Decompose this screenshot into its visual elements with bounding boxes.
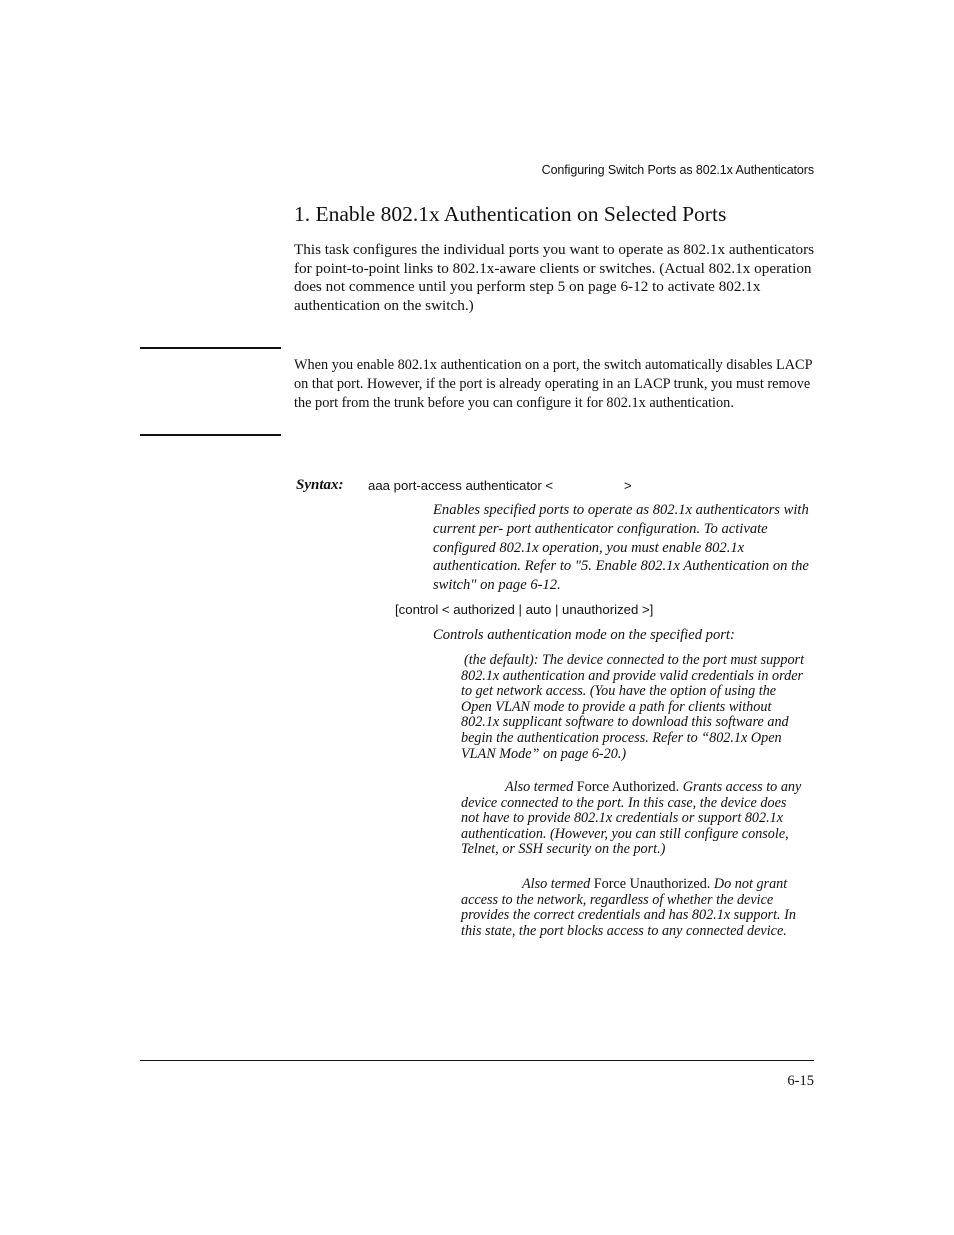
unauthorized-prefix: Also termed [522,876,591,892]
unauthorized-term: Force Unauthorized. [593,876,711,892]
control-description: Controls authentication mode on the specified port: [433,627,735,643]
page-number: 6-15 [787,1073,814,1089]
syntax-command-close: > [624,478,632,493]
syntax-label: Syntax: [296,477,344,493]
authorized-option-description [461,780,807,858]
control-option: [control < authorized | auto | unauthorized >] [395,602,654,617]
section-title: 1. Enable 802.1x Authentication on Selected Ports [294,202,727,226]
authorized-text: Grants access to any device connected to the port. In this case, the device does not have to provide 802.1x credentials or support 802.1x authentication. (However, you can still configure console, Telnet, or SSH security on the port.) [461,779,802,858]
running-header: Configuring Switch Ports as 802.1x Authenticators [541,163,814,177]
footer-rule [140,1060,814,1061]
intro-paragraph: This task configures the individual ports you want to operate as 802.1x authenticators for point-to-point links to 802.1x-aware clients or switches. (Actual 802.1x operation does not commence until you perform step 5 on page 6-12 to activate 802.1x authentication on the switch.) [294,241,815,314]
syntax-command: aaa port-access authenticator < [368,478,554,493]
authorized-term: Force Authorized. [576,779,680,795]
unauthorized-option-description [461,877,807,939]
note-rule-bottom [140,434,281,436]
syntax-description: Enables specified ports to operate as 802.1x authenticators with current per- port authenticator configuration. To activate configured 802.1x operation, you must enable 802.1x authentication. Refer to "5. Enable 802.1x Authentication on the switch" on page 6-12. [433,502,809,594]
auto-option-text: (the default): The device connected to the port must support 802.1x authentication and provide valid credentials in order to get network access. (You have the option of using the Open VLAN mode to provide a path for clients without 802.1x supplicant software to download this software and begin the authentication process. Refer to “802.1x Open VLAN Mode” on page 6-20.) [461,652,805,762]
note-text: When you enable 802.1x authentication on a port, the switch automatically disables LACP on that port. However, if the port is already operating in an LACP trunk, you must remove the port from the trunk before you can configure it for 802.1x authentication. [294,357,813,411]
auto-option-description [461,653,807,762]
authorized-prefix: Also termed [505,779,574,795]
note-rule-top [140,347,281,349]
unauthorized-text: Do not grant access to the network, regardless of whether the device provides the correct credentials and has 802.1x support. In this state, the port blocks access to any connected device. [461,876,796,939]
